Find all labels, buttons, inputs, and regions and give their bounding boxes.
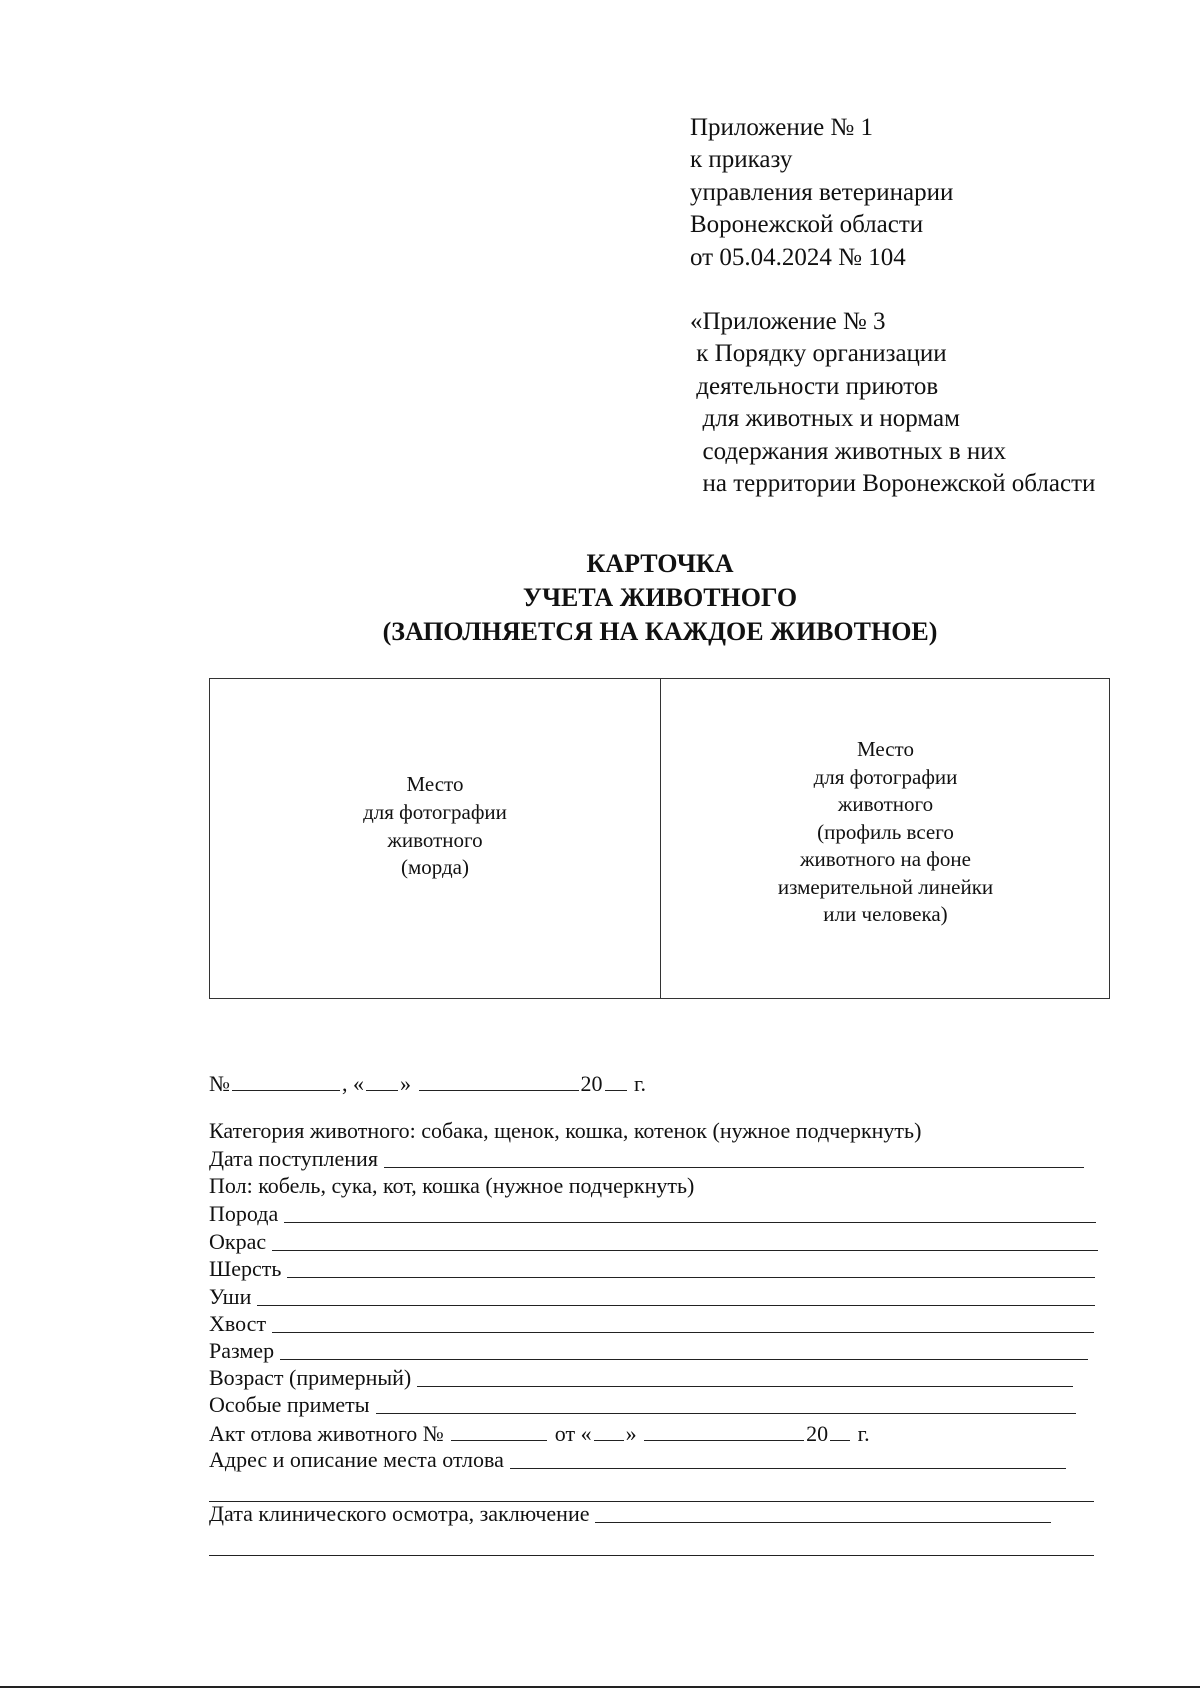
field-label: Размер [209,1338,275,1363]
fur-field[interactable] [287,1276,1095,1278]
photo-text: измерительной линейки [777,874,994,899]
field-label: Хвост [209,1311,267,1336]
capture-year-prefix: 20 [806,1421,829,1446]
capture-day-field[interactable] [594,1420,624,1441]
field-label: Дата клинического осмотра, заключение [209,1501,590,1526]
clinical-exam-row [209,1501,1051,1527]
photo-text: животного на фоне [800,847,971,872]
clinical-exam-field-continued[interactable] [209,1555,1094,1556]
title-line: КАРТОЧКА [586,549,734,578]
category-line: Категория животного: собака, щенок, кошка, котенок (нужное подчеркнуть) [209,1118,922,1143]
field-label: Окрас [209,1229,267,1254]
number-quote: » [400,1071,411,1096]
day-field[interactable] [366,1070,398,1091]
ears-field[interactable] [257,1304,1095,1306]
appendix-line: «Приложение № 3 [690,308,886,336]
page-bottom-rule [0,1686,1200,1688]
capture-month-field[interactable] [644,1420,804,1441]
field-label: Особые приметы [209,1392,370,1417]
tail-field[interactable] [272,1331,1094,1333]
arrival-date-field[interactable] [384,1166,1084,1168]
document-title [0,547,1200,649]
tail-row [209,1311,1094,1337]
title-line: (ЗАПОЛНЯЕТСЯ НА КАЖДОЕ ЖИВОТНОЕ) [382,617,938,646]
ears-row [209,1284,1095,1310]
photo-placeholder-profile [661,679,1110,998]
breed-row [209,1201,1096,1227]
capture-year-field[interactable] [830,1420,850,1441]
appendix-line: к приказу [690,146,793,174]
photo-text: Место [406,772,464,797]
photo-text: (морда) [400,855,469,880]
appendix-line: деятельности приютов [690,372,939,400]
month-field[interactable] [419,1070,579,1091]
card-number-field[interactable] [232,1070,340,1091]
age-field[interactable] [417,1385,1073,1387]
photo-text: животного [387,827,483,852]
appendix-line: содержания животных в них [690,437,1007,465]
appendix-line: Приложение № 1 [690,114,874,141]
photo-placeholder-face [210,679,661,998]
capture-act-line [209,1420,870,1447]
arrival-date-row [209,1146,1084,1172]
capture-act-number-field[interactable] [451,1420,547,1441]
age-row [209,1365,1073,1391]
card-number-line [209,1070,646,1097]
year-prefix: 20 [580,1071,603,1096]
clinical-exam-field[interactable] [595,1521,1051,1523]
photo-text: (профиль всего [817,819,954,844]
special-marks-field[interactable] [376,1412,1076,1414]
field-label: Дата поступления [209,1146,378,1171]
photo-text: для фотографии [363,799,507,824]
capture-year-suffix: г. [857,1421,870,1446]
appendix-line: для животных и нормам [690,405,960,433]
fur-row [209,1256,1095,1282]
appendix-line: на территории Воронежской области [690,470,1096,498]
photo-text: для фотографии [813,764,958,789]
field-label: Уши [209,1284,252,1309]
breed-field[interactable] [284,1221,1096,1223]
size-row [209,1338,1088,1364]
capture-address-field[interactable] [510,1467,1066,1469]
color-row [209,1229,1098,1255]
photo-table [209,678,1110,999]
number-comma: , « [342,1071,364,1096]
field-label: Адрес и описание места отлова [209,1447,504,1472]
capture-from: от « [554,1421,592,1446]
appendix-header [690,112,1095,500]
year-suffix: г. [634,1071,647,1096]
field-label: Возраст (примерный) [209,1365,412,1390]
size-field[interactable] [280,1358,1088,1360]
appendix-line: Воронежской области [690,211,924,239]
capture-address-row [209,1447,1066,1473]
appendix-line: от 05.04.2024 № 104 [690,243,906,271]
capture-quote: » [625,1421,637,1446]
appendix-line: к Порядку организации [690,340,947,368]
year-field[interactable] [605,1070,627,1091]
field-label: Акт отлова животного № [209,1421,444,1446]
photo-text: Место [857,736,914,761]
title-line: УЧЕТА ЖИВОТНОГО [522,583,798,612]
photo-text: или человека) [823,902,948,927]
field-label: Порода [209,1201,279,1226]
special-marks-row [209,1392,1076,1418]
appendix-line: управления ветеринарии [690,178,954,206]
color-field[interactable] [272,1249,1098,1251]
sex-line: Пол: кобель, сука, кот, кошка (нужное подчеркнуть) [209,1173,695,1198]
photo-text: животного [837,792,934,817]
number-sign: № [209,1071,230,1096]
field-label: Шерсть [209,1256,282,1281]
